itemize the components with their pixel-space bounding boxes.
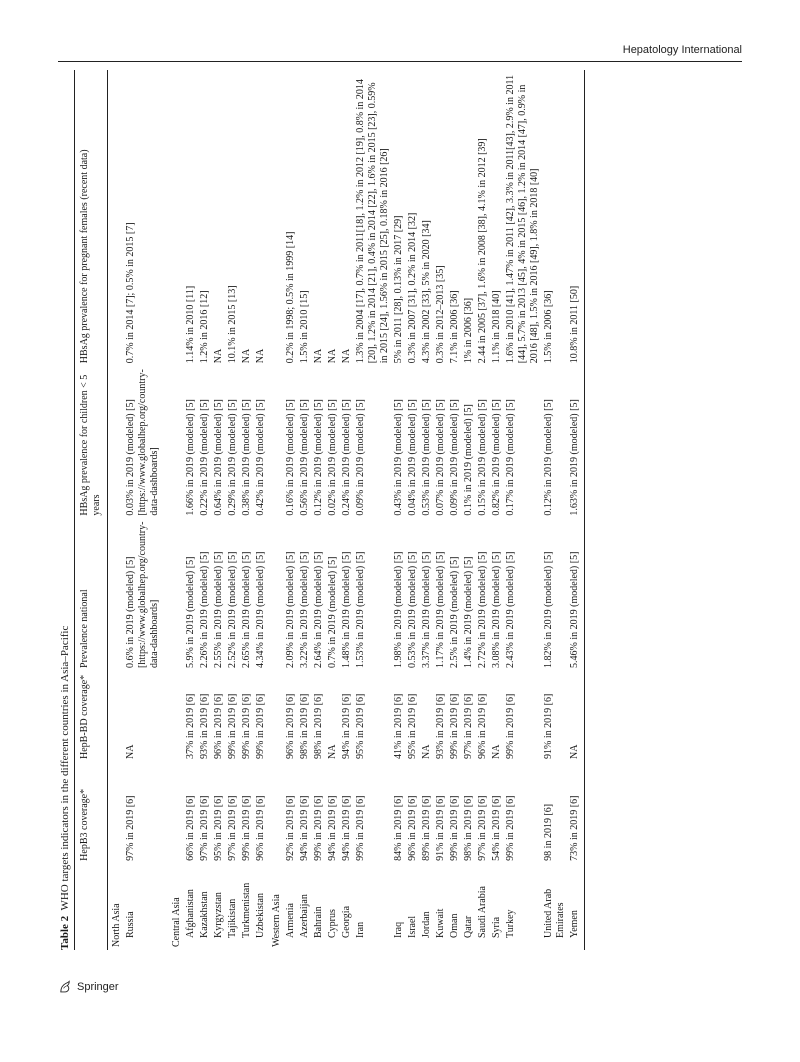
hbsag-children-cell: 0.17% in 2019 (modeled) [5] bbox=[505, 399, 516, 516]
hepb3-cell: 84% in 2019 [6] bbox=[393, 795, 404, 861]
hbsag-pregnant-cell: 1.6% in 2010 [41], 1.47% in 2011 [42], 3.3% in 2011[43], 2.9% in 2011 [44], 5.7% in 2013 [45], 4% in 2015 [46], 1.2% in 2014 [47], 0.9% in 2016 [48], 1.5% in 2016 [49], 1.8% in 2018 [40] bbox=[505, 74, 540, 364]
region-row bbox=[268, 70, 284, 950]
country-cell: Russia bbox=[125, 911, 136, 938]
prevalence-national-cell: 5.46% in 2019 (modeled) [5] bbox=[568, 519, 585, 671]
header-hepb3: HepB3 coverage* bbox=[75, 762, 108, 864]
prevalence-national-cell: 1.82% in 2019 (modeled) [5] bbox=[543, 551, 554, 668]
hbsag-pregnant-cell: NA bbox=[255, 348, 266, 364]
hbsag-children-cell: 0.09% in 2019 (modeled) [5] bbox=[449, 399, 460, 516]
hepb-bd-cell: 93% in 2019 [6] bbox=[435, 693, 446, 759]
header-prevalence-national: Prevalence national bbox=[75, 519, 108, 671]
header-hbsag-pregnant: HBsAg prevalence for pregnant females (recent data) bbox=[75, 70, 108, 366]
hbsag-pregnant-cell: 1.2% in 2016 [12] bbox=[199, 290, 210, 364]
hbsag-pregnant-cell: 0.3% in 2007 [31], 0.2% in 2014 [32] bbox=[407, 212, 418, 364]
country-cell: Iran bbox=[355, 921, 366, 938]
table-row bbox=[476, 70, 490, 950]
hbsag-children-cell: 0.22% in 2019 (modeled) [5] bbox=[199, 399, 210, 516]
table-row bbox=[434, 70, 448, 950]
hbsag-pregnant-cell: 1.1% in 2018 [40] bbox=[491, 290, 502, 364]
prevalence-national-cell: 2.09% in 2019 (modeled) [5] bbox=[285, 551, 296, 668]
hepb3-cell: 66% in 2019 [6] bbox=[185, 795, 196, 861]
hepb-bd-cell: 37% in 2019 [6] bbox=[185, 693, 196, 759]
header-hepb-bd: HepB-BD coverage* bbox=[75, 671, 108, 762]
hbsag-pregnant-cell: NA bbox=[341, 348, 352, 364]
hbsag-children-cell: 0.43% in 2019 (modeled) [5] bbox=[393, 399, 404, 516]
hepb3-cell: 54% in 2019 [6] bbox=[491, 795, 502, 861]
prevalence-national-cell: 2.65% in 2019 (modeled) [5] bbox=[241, 551, 252, 668]
hepb3-cell: 96% in 2019 [6] bbox=[407, 795, 418, 861]
hbsag-pregnant-cell: 0.2% in 1998; 0.5% in 1999 [14] bbox=[285, 231, 296, 364]
table-row bbox=[198, 70, 212, 950]
table-row bbox=[298, 70, 312, 950]
prevalence-national-cell: 2.43% in 2019 (modeled) [5] bbox=[505, 551, 516, 668]
prevalence-national-cell: 1.17% in 2019 (modeled) [5] bbox=[435, 551, 446, 668]
hepb-bd-cell: 95% in 2019 [6] bbox=[407, 693, 418, 759]
country-cell: Tajikistan bbox=[227, 898, 238, 938]
prevalence-national-cell: 3.08% in 2019 (modeled) [5] bbox=[491, 551, 502, 668]
hbsag-children-cell: 0.53% in 2019 (modeled) [5] bbox=[421, 399, 432, 516]
hepb-bd-cell: 99% in 2019 [6] bbox=[241, 693, 252, 759]
prevalence-national-cell: 3.37% in 2019 (modeled) [5] bbox=[421, 551, 432, 668]
hbsag-children-cell: 0.02% in 2019 (modeled) [5] bbox=[327, 399, 338, 516]
prevalence-national-cell: 0.6% in 2019 (modeled) [5] [https://www.globalhep.org/country-data-dashboards] bbox=[125, 521, 160, 668]
hepb3-cell: 95% in 2019 [6] bbox=[213, 795, 224, 861]
hepb-bd-cell: 94% in 2019 [6] bbox=[341, 693, 352, 759]
prevalence-national-cell: 2.72% in 2019 (modeled) [5] bbox=[477, 551, 488, 668]
hepb3-cell: 99% in 2019 [6] bbox=[505, 795, 516, 861]
hbsag-children-cell: 1.66% in 2019 (modeled) [5] bbox=[185, 399, 196, 516]
springer-horse-icon bbox=[58, 980, 72, 994]
header-rule bbox=[58, 61, 742, 62]
hepb3-cell: 96% in 2019 [6] bbox=[255, 795, 266, 861]
hbsag-children-cell: 0.12% in 2019 (modeled) [5] bbox=[543, 399, 554, 516]
hepb-bd-cell: 41% in 2019 [6] bbox=[393, 693, 404, 759]
hbsag-children-cell: 0.56% in 2019 (modeled) [5] bbox=[299, 399, 310, 516]
table-row bbox=[448, 70, 462, 950]
hepb-bd-cell: 99% in 2019 [6] bbox=[255, 693, 266, 759]
table-row bbox=[284, 70, 298, 950]
hepb3-cell: 98% in 2019 [6] bbox=[463, 795, 474, 861]
hbsag-pregnant-cell: NA bbox=[313, 348, 324, 364]
country-cell: Saudi Arabia bbox=[477, 886, 488, 938]
hbsag-children-cell: 0.38% in 2019 (modeled) [5] bbox=[241, 399, 252, 516]
table-row bbox=[240, 70, 254, 950]
hbsag-pregnant-cell: 2.44 in 2005 [37], 1.6% in 2008 [38], 4.1% in 2012 [39] bbox=[477, 138, 488, 364]
hepb3-cell: 89% in 2019 [6] bbox=[421, 795, 432, 861]
hbsag-pregnant-cell: 0.7% in 2014 [7]; 0.5% in 2015 [7] bbox=[125, 222, 136, 364]
hbsag-children-cell: 0.15% in 2019 (modeled) [5] bbox=[477, 399, 488, 516]
table-row bbox=[420, 70, 434, 950]
table-row bbox=[254, 70, 268, 950]
prevalence-national-cell: 2.5% in 2019 (modeled) [5] bbox=[449, 556, 460, 668]
country-cell: Azerbaijan bbox=[299, 894, 310, 938]
hepb-bd-cell: 99% in 2019 [6] bbox=[227, 693, 238, 759]
country-cell: Uzbekistan bbox=[255, 893, 266, 938]
hepb3-cell: 73% in 2019 [6] bbox=[568, 762, 585, 864]
hbsag-pregnant-cell: 1% in 2006 [36] bbox=[463, 297, 474, 364]
publisher-name: Springer bbox=[77, 981, 119, 993]
country-cell: Kazakhstan bbox=[199, 891, 210, 938]
country-cell: Cyprus bbox=[327, 909, 338, 938]
hbsag-pregnant-cell: 1.14% in 2010 [11] bbox=[185, 285, 196, 364]
hbsag-children-cell: 0.82% in 2019 (modeled) [5] bbox=[491, 399, 502, 516]
hbsag-children-cell: 0.1% in 2019 (modeled) [5] bbox=[463, 404, 474, 516]
hbsag-pregnant-cell: 0.3% in 2012–2013 [35] bbox=[435, 265, 446, 364]
table-row bbox=[406, 70, 420, 950]
rotated-table-region bbox=[58, 70, 722, 950]
prevalence-national-cell: 0.53% in 2019 (modeled) [5] bbox=[407, 551, 418, 668]
hbsag-children-cell: 0.12% in 2019 (modeled) [5] bbox=[313, 399, 324, 516]
hbsag-children-cell: 0.03% in 2019 (modeled) [5] [https://www.globalhep.org/country-data-dashboards] bbox=[125, 369, 160, 516]
hbsag-children-cell: 0.42% in 2019 (modeled) [5] bbox=[255, 399, 266, 516]
publisher-footer bbox=[58, 980, 119, 994]
region-label: Western Asia bbox=[271, 894, 282, 947]
country-cell: Armenia bbox=[285, 903, 296, 938]
prevalence-national-cell: 2.55% in 2019 (modeled) [5] bbox=[213, 551, 224, 668]
hbsag-pregnant-cell: 5% in 2011 [28], 0.13% in 2017 [29] bbox=[393, 215, 404, 364]
region-row bbox=[168, 70, 184, 950]
prevalence-national-cell: 3.22% in 2019 (modeled) [5] bbox=[299, 551, 310, 668]
hepb-bd-cell: NA bbox=[125, 744, 136, 759]
hepb3-cell: 99% in 2019 [6] bbox=[241, 795, 252, 861]
hepb3-cell: 94% in 2019 [6] bbox=[299, 795, 310, 861]
table-row bbox=[542, 70, 568, 950]
hepb3-cell: 97% in 2019 [6] bbox=[477, 795, 488, 861]
country-cell: Kuwait bbox=[435, 908, 446, 938]
hepb-bd-cell: NA bbox=[491, 744, 502, 759]
country-cell: Syria bbox=[491, 916, 502, 938]
hbsag-children-cell: 0.29% in 2019 (modeled) [5] bbox=[227, 399, 238, 516]
prevalence-national-cell: 2.52% in 2019 (modeled) [5] bbox=[227, 551, 238, 668]
hepb-bd-cell: NA bbox=[421, 744, 432, 759]
country-cell: Georgia bbox=[341, 905, 352, 938]
hepb-bd-cell: NA bbox=[568, 671, 585, 762]
hbsag-children-cell: 0.16% in 2019 (modeled) [5] bbox=[285, 399, 296, 516]
table-header-row bbox=[75, 70, 108, 950]
country-cell: Afghanistan bbox=[185, 889, 196, 938]
hepb-bd-cell: 96% in 2019 [6] bbox=[213, 693, 224, 759]
table-row bbox=[212, 70, 226, 950]
hepb3-cell: 98 in 2019 [6] bbox=[543, 803, 554, 861]
table-row bbox=[354, 70, 392, 950]
table-caption bbox=[58, 70, 72, 950]
country-cell: Iraq bbox=[393, 921, 404, 938]
table-row bbox=[504, 70, 542, 950]
hbsag-pregnant-cell: 1.5% in 2006 [36] bbox=[543, 290, 554, 364]
table-row bbox=[462, 70, 476, 950]
prevalence-national-cell: 1.98% in 2019 (modeled) [5] bbox=[393, 551, 404, 668]
country-cell: United Arab Emirates bbox=[543, 888, 566, 938]
hepb-bd-cell: 93% in 2019 [6] bbox=[199, 693, 210, 759]
hbsag-pregnant-cell: 7.1% in 2006 [36] bbox=[449, 290, 460, 364]
table-row bbox=[490, 70, 504, 950]
hepb-bd-cell: 99% in 2019 [6] bbox=[505, 693, 516, 759]
prevalence-national-cell: 2.64% in 2019 (modeled) [5] bbox=[313, 551, 324, 668]
table-row bbox=[326, 70, 340, 950]
table-caption-text: WHO targets indicators in the different countries in Asia–Pacific bbox=[59, 625, 71, 911]
prevalence-national-cell: 1.48% in 2019 (modeled) [5] bbox=[341, 551, 352, 668]
table-label: Table 2 bbox=[59, 915, 71, 950]
region-row bbox=[108, 70, 125, 950]
prevalence-national-cell: 1.4% in 2019 (modeled) [5] bbox=[463, 556, 474, 668]
hepb-bd-cell: 95% in 2019 [6] bbox=[355, 693, 366, 759]
country-cell: Bahrain bbox=[313, 906, 324, 938]
hepb3-cell: 97% in 2019 [6] bbox=[125, 795, 136, 861]
hepb-bd-cell: 98% in 2019 [6] bbox=[299, 693, 310, 759]
table-row bbox=[312, 70, 326, 950]
hepb3-cell: 91% in 2019 [6] bbox=[435, 795, 446, 861]
hepb3-cell: 97% in 2019 [6] bbox=[199, 795, 210, 861]
prevalence-national-cell: 0.7% in 2019 (modeled) [5] bbox=[327, 556, 338, 668]
hbsag-pregnant-cell: NA bbox=[241, 348, 252, 364]
hbsag-children-cell: 0.24% in 2019 (modeled) [5] bbox=[341, 399, 352, 516]
who-indicators-table bbox=[75, 70, 585, 950]
country-cell: Jordan bbox=[421, 911, 432, 938]
prevalence-national-cell: 2.26% in 2019 (modeled) [5] bbox=[199, 551, 210, 668]
hbsag-children-cell: 1.63% in 2019 (modeled) [5] bbox=[568, 366, 585, 518]
hepb3-cell: 99% in 2019 [6] bbox=[449, 795, 460, 861]
country-cell: Israel bbox=[407, 915, 418, 938]
hbsag-children-cell: 0.09% in 2019 (modeled) [5] bbox=[355, 399, 366, 516]
journal-name: Hepatology International bbox=[622, 44, 742, 56]
hepb3-cell: 97% in 2019 [6] bbox=[227, 795, 238, 861]
table-row bbox=[392, 70, 406, 950]
region-label: Central Asia bbox=[171, 897, 182, 947]
country-cell: Turkmenistan bbox=[241, 882, 252, 938]
header-hbsag-children: HBsAg prevalence for children < 5 years bbox=[75, 366, 108, 518]
table-row bbox=[184, 70, 198, 950]
hbsag-pregnant-cell: 10.8% in 2011 [50] bbox=[568, 70, 585, 366]
hbsag-pregnant-cell: 1.5% in 2010 [15] bbox=[299, 290, 310, 364]
hepb3-cell: 94% in 2019 [6] bbox=[341, 795, 352, 861]
table-row bbox=[568, 70, 585, 950]
hepb-bd-cell: 96% in 2019 [6] bbox=[477, 693, 488, 759]
prevalence-national-cell: 1.53% in 2019 (modeled) [5] bbox=[355, 551, 366, 668]
hbsag-pregnant-cell: NA bbox=[213, 348, 224, 364]
hepb-bd-cell: 98% in 2019 [6] bbox=[313, 693, 324, 759]
region-label: North Asia bbox=[111, 903, 122, 947]
hbsag-pregnant-cell: 4.3% in 2002 [33], 5% in 2020 [34] bbox=[421, 220, 432, 364]
table-row bbox=[340, 70, 354, 950]
prevalence-national-cell: 4.34% in 2019 (modeled) [5] bbox=[255, 551, 266, 668]
hbsag-pregnant-cell: NA bbox=[327, 348, 338, 364]
country-cell: Turkey bbox=[505, 909, 516, 938]
hepb3-cell: 99% in 2019 [6] bbox=[355, 795, 366, 861]
hepb-bd-cell: 96% in 2019 [6] bbox=[285, 693, 296, 759]
prevalence-national-cell: 5.9% in 2019 (modeled) [5] bbox=[185, 556, 196, 668]
country-cell: Kyrgyzstan bbox=[213, 892, 224, 938]
hepb3-cell: 92% in 2019 [6] bbox=[285, 795, 296, 861]
hbsag-children-cell: 0.64% in 2019 (modeled) [5] bbox=[213, 399, 224, 516]
country-cell: Qatar bbox=[463, 915, 474, 938]
hepb-bd-cell: 99% in 2019 [6] bbox=[449, 693, 460, 759]
hbsag-children-cell: 0.07% in 2019 (modeled) [5] bbox=[435, 399, 446, 516]
country-cell: Yemen bbox=[568, 864, 585, 950]
hepb3-cell: 99% in 2019 [6] bbox=[313, 795, 324, 861]
table-row bbox=[226, 70, 240, 950]
header-country bbox=[75, 864, 108, 950]
hepb3-cell: 94% in 2019 [6] bbox=[327, 795, 338, 861]
hbsag-children-cell: 0.04% in 2019 (modeled) [5] bbox=[407, 399, 418, 516]
hepb-bd-cell: NA bbox=[327, 744, 338, 759]
table-row bbox=[124, 70, 162, 950]
country-cell: Oman bbox=[449, 913, 460, 938]
hbsag-pregnant-cell: 10.1% in 2015 [13] bbox=[227, 285, 238, 364]
hepb-bd-cell: 91% in 2019 [6] bbox=[543, 693, 554, 759]
hepb-bd-cell: 97% in 2019 [6] bbox=[463, 693, 474, 759]
hbsag-pregnant-cell: 1.3% in 2004 [17], 0.7% in 2011[18], 1.2% in 2012 [19], 0.8% in 2014 [20], 1.2% in 2014 [21], 0.4% in 2014 [22], 1.6% in 2015 [23], 0.59% in 2015 [24], 1.56% in 2015 [25], 0.18% in 2016 [26] bbox=[355, 79, 390, 364]
